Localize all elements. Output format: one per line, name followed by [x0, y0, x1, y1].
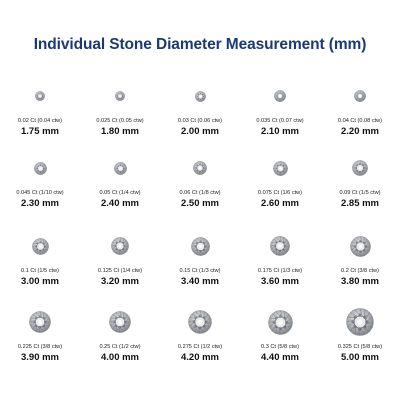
stone-image-wrap — [0, 76, 80, 116]
diameter-label: 5.00 mm — [340, 352, 380, 363]
diameter-label: 3.00 mm — [20, 276, 60, 287]
round-diamond-icon — [273, 161, 288, 176]
carat-label: 0.3 Ct (5/8 ctw) — [261, 344, 299, 350]
round-diamond-icon — [29, 311, 51, 333]
diameter-label: 3.20 mm — [100, 276, 140, 287]
stone-image-wrap — [240, 226, 320, 266]
diameter-label: 2.20 mm — [340, 126, 380, 137]
round-diamond-icon — [32, 238, 49, 255]
round-diamond-icon — [109, 311, 131, 333]
carat-label: 0.02 Ct (0.04 ctw) — [17, 118, 63, 124]
carat-label: 0.025 Ct (0.05 ctw) — [96, 118, 144, 124]
stone-image-wrap — [160, 302, 240, 342]
stone-image-wrap — [240, 76, 320, 116]
stone-image-wrap — [320, 76, 400, 116]
page-title: Individual Stone Diameter Measurement (mm) — [33, 36, 367, 53]
diameter-label: 3.60 mm — [260, 276, 300, 287]
stone-image-wrap — [0, 302, 80, 342]
carat-label: 0.06 Ct (1/8 ctw) — [179, 190, 221, 196]
round-diamond-icon — [352, 160, 368, 176]
carat-label: 0.325 Ct (5/8 ctw) — [337, 344, 383, 350]
diameter-label: 1.75 mm — [20, 126, 60, 137]
stone-image-wrap — [80, 76, 160, 116]
stone-image-wrap — [0, 148, 80, 188]
round-diamond-icon — [350, 236, 371, 257]
diameter-label: 2.10 mm — [260, 126, 300, 137]
round-diamond-icon — [354, 90, 366, 102]
carat-label: 0.04 Ct (0.08 ctw) — [337, 118, 383, 124]
stone-image-wrap — [320, 148, 400, 188]
carat-label: 0.03 Ct (0.06 ctw) — [177, 118, 223, 124]
round-diamond-icon — [114, 162, 127, 175]
diameter-label: 1.80 mm — [100, 126, 140, 137]
stone-image-wrap — [160, 76, 240, 116]
round-diamond-icon — [188, 310, 212, 334]
carat-label: 0.275 Ct (1/2 ctw) — [177, 344, 223, 350]
carat-label: 0.25 Ct (1/2 ctw) — [99, 344, 141, 350]
diameter-label: 2.85 mm — [340, 198, 380, 209]
round-diamond-icon — [193, 161, 207, 175]
round-diamond-icon — [270, 236, 290, 256]
carat-label: 0.05 Ct (1/4 ctw) — [99, 190, 141, 196]
round-diamond-icon — [346, 308, 374, 336]
round-diamond-icon — [111, 237, 129, 255]
stone-image-wrap — [160, 226, 240, 266]
round-diamond-icon — [115, 91, 125, 101]
carat-label: 0.075 Ct (1/6 ctw) — [257, 190, 303, 196]
stone-image-wrap — [240, 148, 320, 188]
diameter-label: 4.00 mm — [100, 352, 140, 363]
diameter-label: 3.40 mm — [180, 276, 220, 287]
diameter-label: 2.00 mm — [180, 126, 220, 137]
diameter-label: 2.30 mm — [20, 198, 60, 209]
stone-image-wrap — [80, 148, 160, 188]
carat-label: 0.1 Ct (1/5 ctw) — [21, 268, 59, 274]
carat-label: 0.15 Ct (1/3 ctw) — [179, 268, 221, 274]
carat-label: 0.125 Ct (1/4 ctw) — [97, 268, 143, 274]
stone-image-wrap — [160, 148, 240, 188]
stone-image-wrap — [0, 226, 80, 266]
round-diamond-icon — [268, 310, 293, 335]
carat-label: 0.045 Ct (1/10 ctw) — [16, 190, 64, 196]
round-diamond-icon — [195, 91, 206, 102]
diameter-label: 2.60 mm — [260, 198, 300, 209]
stone-image-wrap — [80, 226, 160, 266]
stone-image-wrap — [80, 302, 160, 342]
stone-image-wrap — [320, 226, 400, 266]
diameter-label: 4.40 mm — [260, 352, 300, 363]
round-diamond-icon — [191, 237, 210, 256]
round-diamond-icon — [34, 162, 47, 175]
carat-label: 0.225 Ct (3/8 ctw) — [17, 344, 63, 350]
carat-label: 0.175 Ct (1/3 ctw) — [257, 268, 303, 274]
diameter-label: 2.50 mm — [180, 198, 220, 209]
stone-image-wrap — [320, 302, 400, 342]
diameter-label: 3.90 mm — [20, 352, 60, 363]
carat-label: 0.2 Ct (3/8 ctw) — [341, 268, 379, 274]
diameter-label: 2.40 mm — [100, 198, 140, 209]
round-diamond-icon — [274, 90, 286, 102]
carat-label: 0.035 Ct (0.07 ctw) — [256, 118, 304, 124]
round-diamond-icon — [35, 91, 45, 101]
diameter-label: 4.20 mm — [180, 352, 220, 363]
carat-label: 0.09 Ct (1/5 ctw) — [339, 190, 381, 196]
diameter-label: 3.80 mm — [340, 276, 380, 287]
stone-image-wrap — [240, 302, 320, 342]
